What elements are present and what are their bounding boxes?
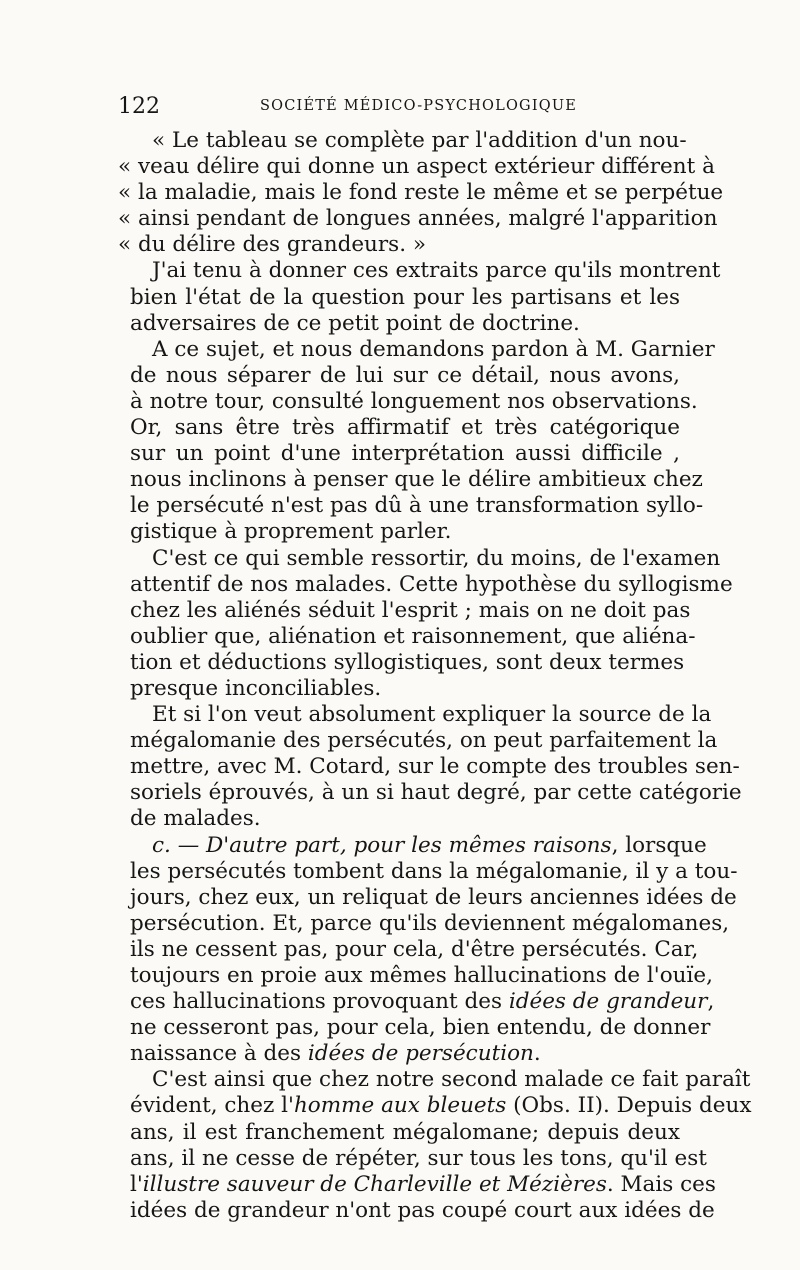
text-line: de nous séparer de lui sur ce détail, nous avons, bbox=[130, 362, 680, 388]
text-line: les persécutés tombent dans la mégalomanie, il y a tou- bbox=[130, 858, 738, 884]
text-line: nous inclinons à penser que le délire ambitieux chez bbox=[130, 467, 703, 493]
text-line: J'ai tenu à donner ces extraits parce qu'ils montrent bbox=[152, 258, 721, 284]
text-fragment: , lorsque bbox=[611, 832, 707, 858]
text-line: C'est ce qui semble ressortir, du moins, de l'examen bbox=[152, 545, 721, 571]
text-line: le persécuté n'est pas dû à une transformation syllo- bbox=[130, 493, 704, 519]
text-line: attentif de nos malades. Cette hypothèse du syllogisme bbox=[130, 571, 733, 597]
text-line: Et si l'on veut absolument expliquer la source de la bbox=[152, 702, 712, 728]
text-fragment: pour les mêmes raisons bbox=[353, 832, 612, 858]
text-fragment: l' bbox=[130, 1171, 143, 1197]
running-title: SOCIÉTÉ MÉDICO-PSYCHOLOGIQUE bbox=[260, 98, 578, 114]
text-fragment: idées de persécution bbox=[307, 1041, 534, 1067]
text-line bbox=[130, 989, 715, 1015]
body-text bbox=[118, 128, 752, 1224]
page-number: 122 bbox=[118, 94, 160, 119]
text-line: « veau délire qui donne un aspect extérieur différent à bbox=[118, 154, 715, 180]
text-fragment: , bbox=[707, 989, 715, 1015]
text-fragment: homme aux bleuets bbox=[293, 1093, 507, 1119]
text-fragment: idées de grandeur bbox=[508, 989, 708, 1015]
text-line bbox=[130, 832, 707, 859]
text-line: « la maladie, mais le fond reste le même et se perpétue bbox=[118, 180, 724, 206]
text-fragment: c. — D'autre part, bbox=[152, 832, 354, 858]
text-fragment: (Obs. II). Depuis deux bbox=[506, 1093, 752, 1119]
text-line: « ainsi pendant de longues années, malgré l'apparition bbox=[118, 206, 718, 232]
text-line: ils ne cessent pas, pour cela, d'être persécutés. Car, bbox=[130, 936, 699, 962]
text-line: gistique à proprement parler. bbox=[130, 519, 452, 545]
text-line: « du délire des grandeurs. » bbox=[118, 232, 427, 258]
page-header bbox=[118, 94, 678, 122]
text-line: Or, sans être très affirmatif et très catégorique bbox=[130, 415, 680, 441]
text-line: ne cesseront pas, pour cela, bien entendu, de donner bbox=[130, 1015, 711, 1041]
text-fragment: illustre sauveur de Charleville et Mézières bbox=[142, 1171, 607, 1197]
text-line: « Le tableau se complète par l'addition d'un nou- bbox=[152, 128, 687, 153]
text-line bbox=[130, 1171, 716, 1198]
text-line: adversaires de ce petit point de doctrine. bbox=[130, 310, 580, 336]
text-line bbox=[130, 1041, 680, 1067]
text-line: tion et déductions syllogistiques, sont deux termes bbox=[130, 649, 685, 675]
text-line: mégalomanie des persécutés, on peut parfaitement la bbox=[130, 728, 718, 754]
text-line: de malades. bbox=[130, 806, 261, 832]
text-line: idées de grandeur n'ont pas coupé court aux idées de bbox=[130, 1197, 715, 1223]
text-line: ans, il est franchement mégalomane; depuis deux bbox=[130, 1119, 680, 1145]
text-line: bien l'état de la question pour les partisans et les bbox=[130, 284, 680, 310]
text-line: jours, chez eux, un reliquat de leurs anciennes idées de bbox=[130, 884, 737, 910]
text-line: oublier que, aliénation et raisonnement, que aliéna- bbox=[130, 623, 696, 649]
text-line: mettre, avec M. Cotard, sur le compte des troubles sen- bbox=[130, 754, 740, 780]
text-line: sur un point d'une interprétation aussi difficile , bbox=[130, 441, 680, 467]
text-line: persécution. Et, parce qu'ils deviennent mégalomanes, bbox=[130, 910, 730, 936]
text-fragment: . bbox=[533, 1041, 541, 1067]
text-line: toujours en proie aux mêmes hallucinations de l'ouïe, bbox=[130, 963, 713, 988]
text-line: chez les aliénés séduit l'esprit ; mais on ne doit pas bbox=[130, 597, 691, 623]
text-fragment: ces hallucinations provoquant des bbox=[130, 989, 509, 1015]
text-line: C'est ainsi que chez notre second malade ce fait paraît bbox=[152, 1067, 751, 1093]
text-line: soriels éprouvés, à un si haut degré, par cette catégorie bbox=[130, 780, 742, 806]
text-fragment: évident, chez l' bbox=[130, 1093, 294, 1119]
text-line bbox=[130, 1093, 752, 1119]
text-fragment: . Mais ces bbox=[606, 1171, 716, 1197]
text-line: à notre tour, consulté longuement nos observations. bbox=[130, 388, 698, 414]
text-line: A ce sujet, et nous demandons pardon à M. Garnier bbox=[152, 336, 715, 362]
text-line: presque inconciliables. bbox=[130, 675, 382, 701]
text-fragment: naissance à des bbox=[130, 1041, 308, 1067]
text-line: ans, il ne cesse de répéter, sur tous les tons, qu'il est bbox=[130, 1145, 707, 1171]
